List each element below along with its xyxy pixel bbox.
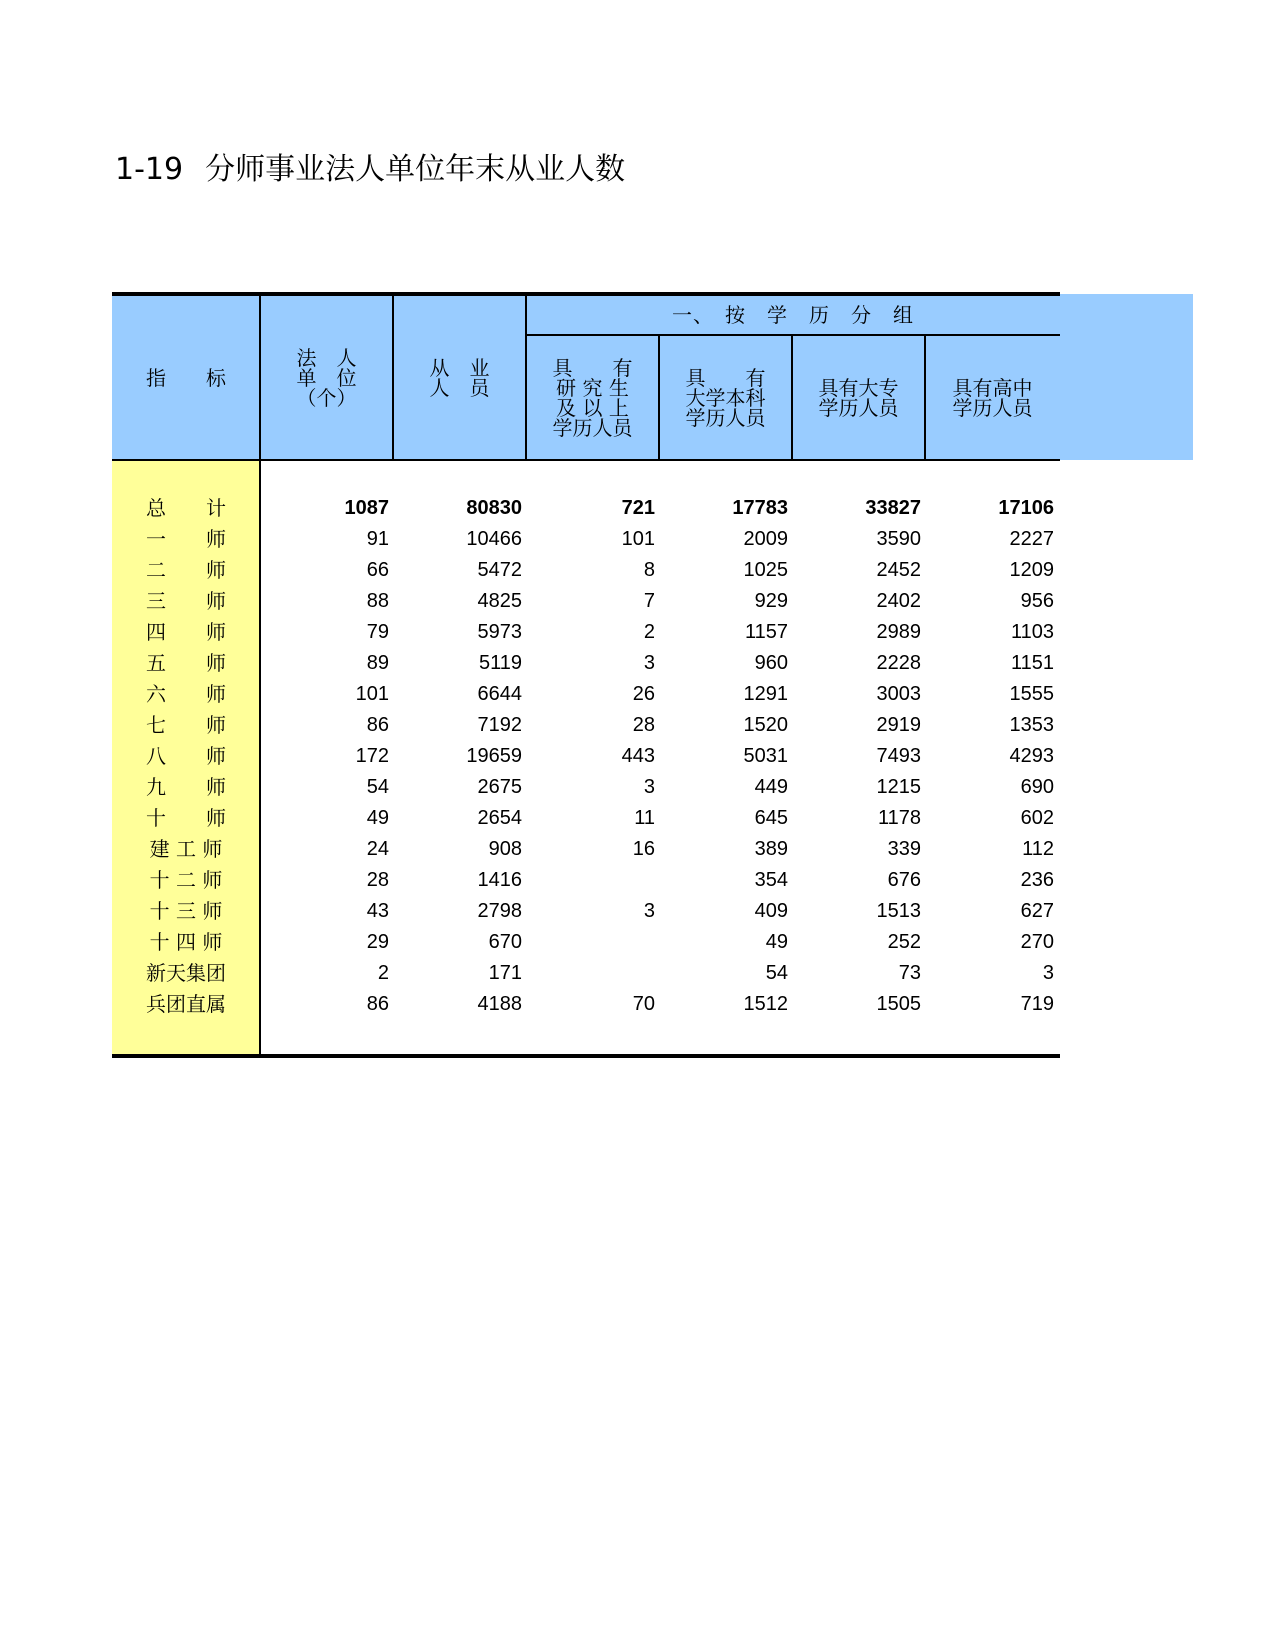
cell-highschool: 719 xyxy=(1020,993,1054,1015)
cell-college: 252 xyxy=(887,931,921,953)
cell-college: 2452 xyxy=(876,559,921,581)
cell-bachelor: 1025 xyxy=(743,559,788,581)
row-label: 五 师 xyxy=(146,651,226,675)
cell-units: 28 xyxy=(366,869,389,891)
cell-employees: 2675 xyxy=(477,776,522,798)
cell-college: 2919 xyxy=(876,714,921,736)
cell-highschool: 3 xyxy=(1042,962,1054,984)
cell-college: 33827 xyxy=(865,497,921,519)
cell-highschool: 112 xyxy=(1022,838,1054,860)
cell-employees: 7192 xyxy=(477,714,522,736)
row-label: 新天集团 xyxy=(146,961,226,985)
cell-units: 86 xyxy=(366,993,389,1015)
cell-postgrad: 26 xyxy=(632,683,655,705)
cell-employees: 1416 xyxy=(477,869,522,891)
cell-postgrad: 70 xyxy=(632,993,655,1015)
cell-highschool: 627 xyxy=(1020,900,1054,922)
cell-highschool: 956 xyxy=(1020,590,1054,612)
cell-bachelor: 1512 xyxy=(743,993,788,1015)
row-label: 总 计 xyxy=(146,496,226,520)
table-row xyxy=(0,679,1275,710)
cell-college: 73 xyxy=(898,962,921,984)
cell-units: 24 xyxy=(366,838,389,860)
cell-postgrad: 7 xyxy=(643,590,655,612)
cell-units: 101 xyxy=(355,683,389,705)
cell-postgrad: 11 xyxy=(634,807,655,829)
cell-highschool: 1151 xyxy=(1010,652,1054,674)
cell-employees: 2798 xyxy=(477,900,522,922)
cell-bachelor: 409 xyxy=(754,900,788,922)
table-row xyxy=(0,648,1275,679)
cell-college: 3003 xyxy=(876,683,921,705)
cell-bachelor: 1157 xyxy=(744,621,788,643)
cell-employees: 670 xyxy=(488,931,522,953)
cell-employees: 171 xyxy=(488,962,522,984)
cell-postgrad: 3 xyxy=(643,900,655,922)
page-title xyxy=(115,150,625,190)
cell-bachelor: 1291 xyxy=(743,683,788,705)
cell-postgrad xyxy=(526,865,655,896)
cell-college: 2228 xyxy=(876,652,921,674)
cell-college: 1178 xyxy=(877,807,921,829)
cell-employees: 6644 xyxy=(477,683,522,705)
cell-units: 172 xyxy=(355,745,389,767)
cell-units: 2 xyxy=(377,962,389,984)
cell-highschool: 17106 xyxy=(998,497,1054,519)
cell-highschool: 690 xyxy=(1020,776,1054,798)
cell-college: 7493 xyxy=(876,745,921,767)
cell-bachelor: 54 xyxy=(765,962,788,984)
row-label: 四 师 xyxy=(146,620,226,644)
table-row-total xyxy=(0,493,1275,524)
row-label: 十 四 师 xyxy=(149,930,223,954)
cell-postgrad xyxy=(526,958,655,989)
cell-bachelor: 354 xyxy=(754,869,788,891)
cell-college: 2402 xyxy=(876,590,921,612)
table-row xyxy=(0,741,1275,772)
table-row xyxy=(0,989,1275,1020)
cell-postgrad: 3 xyxy=(643,776,655,798)
cell-employees: 80830 xyxy=(466,497,522,519)
table-row xyxy=(0,834,1275,865)
table-row xyxy=(0,927,1275,958)
table-row xyxy=(0,524,1275,555)
cell-units: 86 xyxy=(366,714,389,736)
cell-bachelor: 960 xyxy=(754,652,788,674)
row-label: 十 二 师 xyxy=(149,868,223,892)
table-row xyxy=(0,586,1275,617)
table-number: 1-19 xyxy=(115,152,184,187)
cell-employees: 4188 xyxy=(477,993,522,1015)
cell-highschool: 1103 xyxy=(1010,621,1054,643)
header-legal-units: 法 人 单 位 （个） xyxy=(296,346,357,410)
cell-units: 1087 xyxy=(344,497,389,519)
row-label: 建 工 师 xyxy=(149,837,223,861)
cell-highschool: 602 xyxy=(1020,807,1054,829)
cell-highschool: 1209 xyxy=(1009,559,1054,581)
cell-highschool: 1353 xyxy=(1009,714,1054,736)
cell-college: 3590 xyxy=(876,528,921,550)
cell-highschool: 4293 xyxy=(1009,745,1054,767)
table-row xyxy=(0,865,1275,896)
row-label: 九 师 xyxy=(146,775,226,799)
cell-postgrad: 16 xyxy=(632,838,655,860)
cell-highschool: 2227 xyxy=(1009,528,1054,550)
cell-employees: 2654 xyxy=(477,807,522,829)
row-label: 六 师 xyxy=(146,682,226,706)
cell-units: 49 xyxy=(366,807,389,829)
row-label: 一 师 xyxy=(146,527,226,551)
cell-postgrad: 101 xyxy=(621,528,655,550)
row-label: 二 师 xyxy=(146,558,226,582)
table-row xyxy=(0,617,1275,648)
table-row xyxy=(0,710,1275,741)
header-employees: 从 业 人 员 xyxy=(429,356,490,400)
cell-bachelor: 929 xyxy=(754,590,788,612)
row-label: 八 师 xyxy=(146,744,226,768)
cell-units: 54 xyxy=(366,776,389,798)
cell-units: 79 xyxy=(366,621,389,643)
cell-postgrad: 8 xyxy=(643,559,655,581)
bottom-rule xyxy=(112,1054,1060,1058)
row-label: 兵团直属 xyxy=(146,992,226,1016)
row-label: 十 师 xyxy=(146,806,226,830)
cell-bachelor: 5031 xyxy=(743,745,788,767)
header-junior-college: 具有大专 学历人员 xyxy=(818,376,899,420)
cell-units: 66 xyxy=(366,559,389,581)
cell-bachelor: 389 xyxy=(754,838,788,860)
table-row xyxy=(0,803,1275,834)
cell-postgrad: 721 xyxy=(621,497,655,519)
cell-highschool: 236 xyxy=(1020,869,1054,891)
cell-employees: 5472 xyxy=(477,559,522,581)
cell-bachelor: 17783 xyxy=(732,497,788,519)
cell-bachelor: 2009 xyxy=(743,528,788,550)
cell-employees: 5973 xyxy=(477,621,522,643)
cell-bachelor: 449 xyxy=(754,776,788,798)
cell-college: 676 xyxy=(887,869,921,891)
row-label: 三 师 xyxy=(146,589,226,613)
table-row xyxy=(0,772,1275,803)
cell-postgrad: 443 xyxy=(621,745,655,767)
cell-bachelor: 645 xyxy=(754,807,788,829)
cell-units: 43 xyxy=(366,900,389,922)
cell-bachelor: 49 xyxy=(765,931,788,953)
table-row xyxy=(0,896,1275,927)
cell-employees: 10466 xyxy=(466,528,522,550)
cell-college: 1513 xyxy=(876,900,921,922)
cell-units: 29 xyxy=(366,931,389,953)
row-label: 七 师 xyxy=(146,713,226,737)
cell-bachelor: 1520 xyxy=(743,714,788,736)
cell-units: 88 xyxy=(366,590,389,612)
cell-college: 2989 xyxy=(876,621,921,643)
cell-college: 1505 xyxy=(876,993,921,1015)
row-label: 十 三 师 xyxy=(149,899,223,923)
header-bachelor: 具 有 大学本科 学历人员 xyxy=(685,366,766,430)
header-postgraduate: 具 有 研 究 生 及 以 上 学历人员 xyxy=(552,356,633,440)
cell-highschool: 270 xyxy=(1020,931,1054,953)
header-education-group: 一、 按 学 历 分 组 xyxy=(672,303,914,327)
cell-employees: 4825 xyxy=(477,590,522,612)
cell-postgrad: 28 xyxy=(632,714,655,736)
cell-college: 339 xyxy=(887,838,921,860)
header-stub: 指 标 xyxy=(146,366,226,390)
cell-units: 89 xyxy=(366,652,389,674)
table-title: 分师事业法人单位年末从业人数 xyxy=(205,152,626,187)
cell-units: 91 xyxy=(366,528,389,550)
cell-employees: 5119 xyxy=(478,652,522,674)
table-row xyxy=(0,958,1275,989)
cell-postgrad: 2 xyxy=(643,621,655,643)
cell-postgrad: 3 xyxy=(643,652,655,674)
cell-employees: 19659 xyxy=(466,745,522,767)
cell-college: 1215 xyxy=(876,776,921,798)
header-background-extension xyxy=(1060,294,1193,460)
header-high-school: 具有高中 学历人员 xyxy=(952,376,1033,420)
cell-postgrad xyxy=(526,927,655,958)
table-row xyxy=(0,555,1275,586)
cell-employees: 908 xyxy=(488,838,522,860)
cell-highschool: 1555 xyxy=(1009,683,1054,705)
